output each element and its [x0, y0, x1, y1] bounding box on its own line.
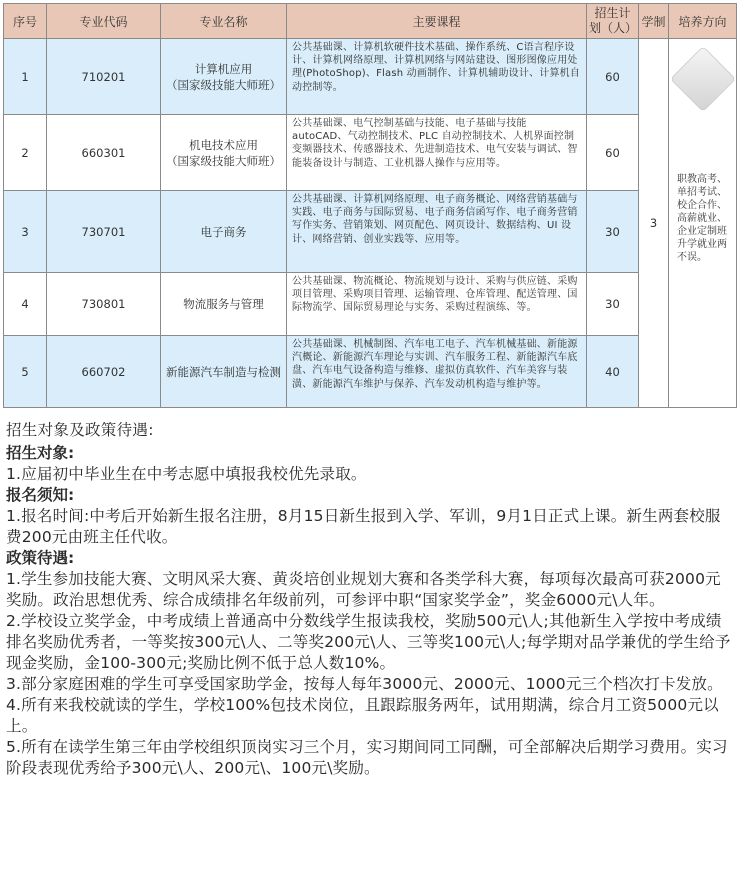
row-name: [161, 39, 287, 115]
notice-item: 1.报名时间:中考后开始新生报名注册，8月15日新生报到入学、军训，9月1日正式上课。新生两套校服费200元由班主任代收。: [6, 507, 721, 546]
row-name-line2: （国家级技能大师班）: [166, 77, 281, 92]
table-header-row: [4, 4, 737, 39]
benefit-item: 2.学校设立奖学金，中考成绩上普通高中分数线学生报读我校，奖励500元\人;其他新生入学按中考成绩排名奖励优秀者，一等奖按300元\人、二等奖200元\人、三等奖100元\人;每学期对品学兼优的学生给予现金奖励，金100-300元;奖励比例不低于总人数10%。: [6, 612, 731, 672]
row-courses: 公共基础课、机械制图、汽车电工电子、汽车机械基础、新能源汽概论、新能源汽车理论与实训、汽车服务工程、新能源汽车底盘、汽车电气设备构造与维修、虚拟仿真软件、汽车美容与装潢、新能源汽车维护与保养、汽车发动机构造与维护等。: [287, 336, 587, 408]
row-name: [161, 191, 287, 273]
duration-cell: 3: [639, 39, 669, 408]
table-row: [4, 273, 737, 336]
target-item: 1.应届初中毕业生在中考志愿中填报我校优先录取。: [6, 465, 367, 483]
row-name-line1: 计算机应用: [194, 61, 253, 76]
row-index: 2: [4, 115, 47, 191]
row-code: 660702: [47, 336, 161, 408]
majors-table: [3, 3, 737, 408]
benefit-item: 5.所有在读学生第三年由学校组织顶岗实习三个月，实习期间同工同酬，可全部解决后期学习费用。实习阶段表现优秀给予300元\人、200元\、100元\奖励。: [6, 738, 728, 777]
row-name-line1: 新能源汽车制造与检测: [166, 364, 281, 379]
row-code: 730801: [47, 273, 161, 336]
row-name-line1: 机电技术应用: [189, 137, 258, 152]
table-row: [4, 191, 737, 273]
benefit-item: 3.部分家庭困难的学生可享受国家助学金，按每人每年3000元、2000元、1000元三个档次打卡发放。: [6, 675, 723, 693]
row-plan: 60: [587, 39, 639, 115]
policy-section: [6, 420, 734, 779]
row-name: [161, 336, 287, 408]
benefit-item: 4.所有来我校就读的学生，学校100%包技术岗位，且跟踪服务两年，试用期满，综合月工资5000元以上。: [6, 696, 719, 735]
benefit-heading: 政策待遇:: [6, 549, 75, 567]
row-plan: 30: [587, 273, 639, 336]
table-row: [4, 115, 737, 191]
row-name-line2: （国家级技能大师班）: [166, 153, 281, 168]
row-name-line1: 物流服务与管理: [183, 297, 264, 311]
row-courses: 公共基础课、物流概论、物流规划与设计、采购与供应链、采购项目管理、采购项目管理、运输管理、仓库管理、配送管理、国际物流学、国际贸易理论与实务、采购过程演练、等。: [287, 273, 587, 336]
header-direction: 培养方向: [669, 4, 737, 39]
row-code: 730701: [47, 191, 161, 273]
header-code: 专业代码: [47, 4, 161, 39]
row-name: [161, 273, 287, 336]
row-plan: 30: [587, 191, 639, 273]
row-index: 5: [4, 336, 47, 408]
benefit-item: 1.学生参加技能大赛、文明风采大赛、黄炎培创业规划大赛和各类学科大赛，每项每次最高可获2000元奖励。政治思想优秀、综合成绩排名年级前列，可参评中职“国家奖学金”，奖金6000元\人年。: [6, 570, 721, 609]
header-index: 序号: [4, 4, 47, 39]
notice-heading: 报名须知:: [6, 486, 75, 504]
row-name: [161, 115, 287, 191]
row-plan: 60: [587, 115, 639, 191]
row-code: 660301: [47, 115, 161, 191]
photo-placeholder-icon: [669, 46, 735, 112]
target-heading: 招生对象:: [6, 444, 75, 462]
row-plan: 40: [587, 336, 639, 408]
header-courses: 主要课程: [287, 4, 587, 39]
row-courses: 公共基础课、计算机软硬件技术基础、操作系统、C语言程序设计、计算机网络原理、计算机网络与网站建设、图形图像应用处理(PhotoShop)、Flash 动画制作、计算机辅助设计、计算机自动控制等。: [287, 39, 587, 115]
row-index: 1: [4, 39, 47, 115]
row-index: 3: [4, 191, 47, 273]
row-index: 4: [4, 273, 47, 336]
direction-text: 职教高考、单招考试、校企合作、高薪就业、企业定制班升学就业两不误。: [677, 174, 727, 263]
row-courses: 公共基础课、电气控制基础与技能、电子基础与技能autoCAD、气动控制技术、PLC 自动控制技术、人机界面控制变频器技术、传感器技术、先进制造技术、电气安装与调试、智能装备设计与制造、工业机器人操作与应用等。: [287, 115, 587, 191]
header-duration: 学制: [639, 4, 669, 39]
table-row: [4, 336, 737, 408]
row-code: 710201: [47, 39, 161, 115]
direction-cell: [669, 39, 737, 408]
row-name-line1: 电子商务: [200, 224, 247, 239]
policy-intro: 招生对象及政策待遇:: [6, 421, 154, 439]
header-plan: 招生计划（人）: [587, 4, 639, 39]
header-name: 专业名称: [161, 4, 287, 39]
row-courses: 公共基础课、计算机网络原理、电子商务概论、网络营销基础与实践、电子商务与国际贸易、电子商务信函写作、电子商务营销写作实务、营销策划、网页配色、网页设计、数据结构、UI 设计、网络营销、创业实践等、应用等。: [287, 191, 587, 273]
table-row: [4, 39, 737, 115]
